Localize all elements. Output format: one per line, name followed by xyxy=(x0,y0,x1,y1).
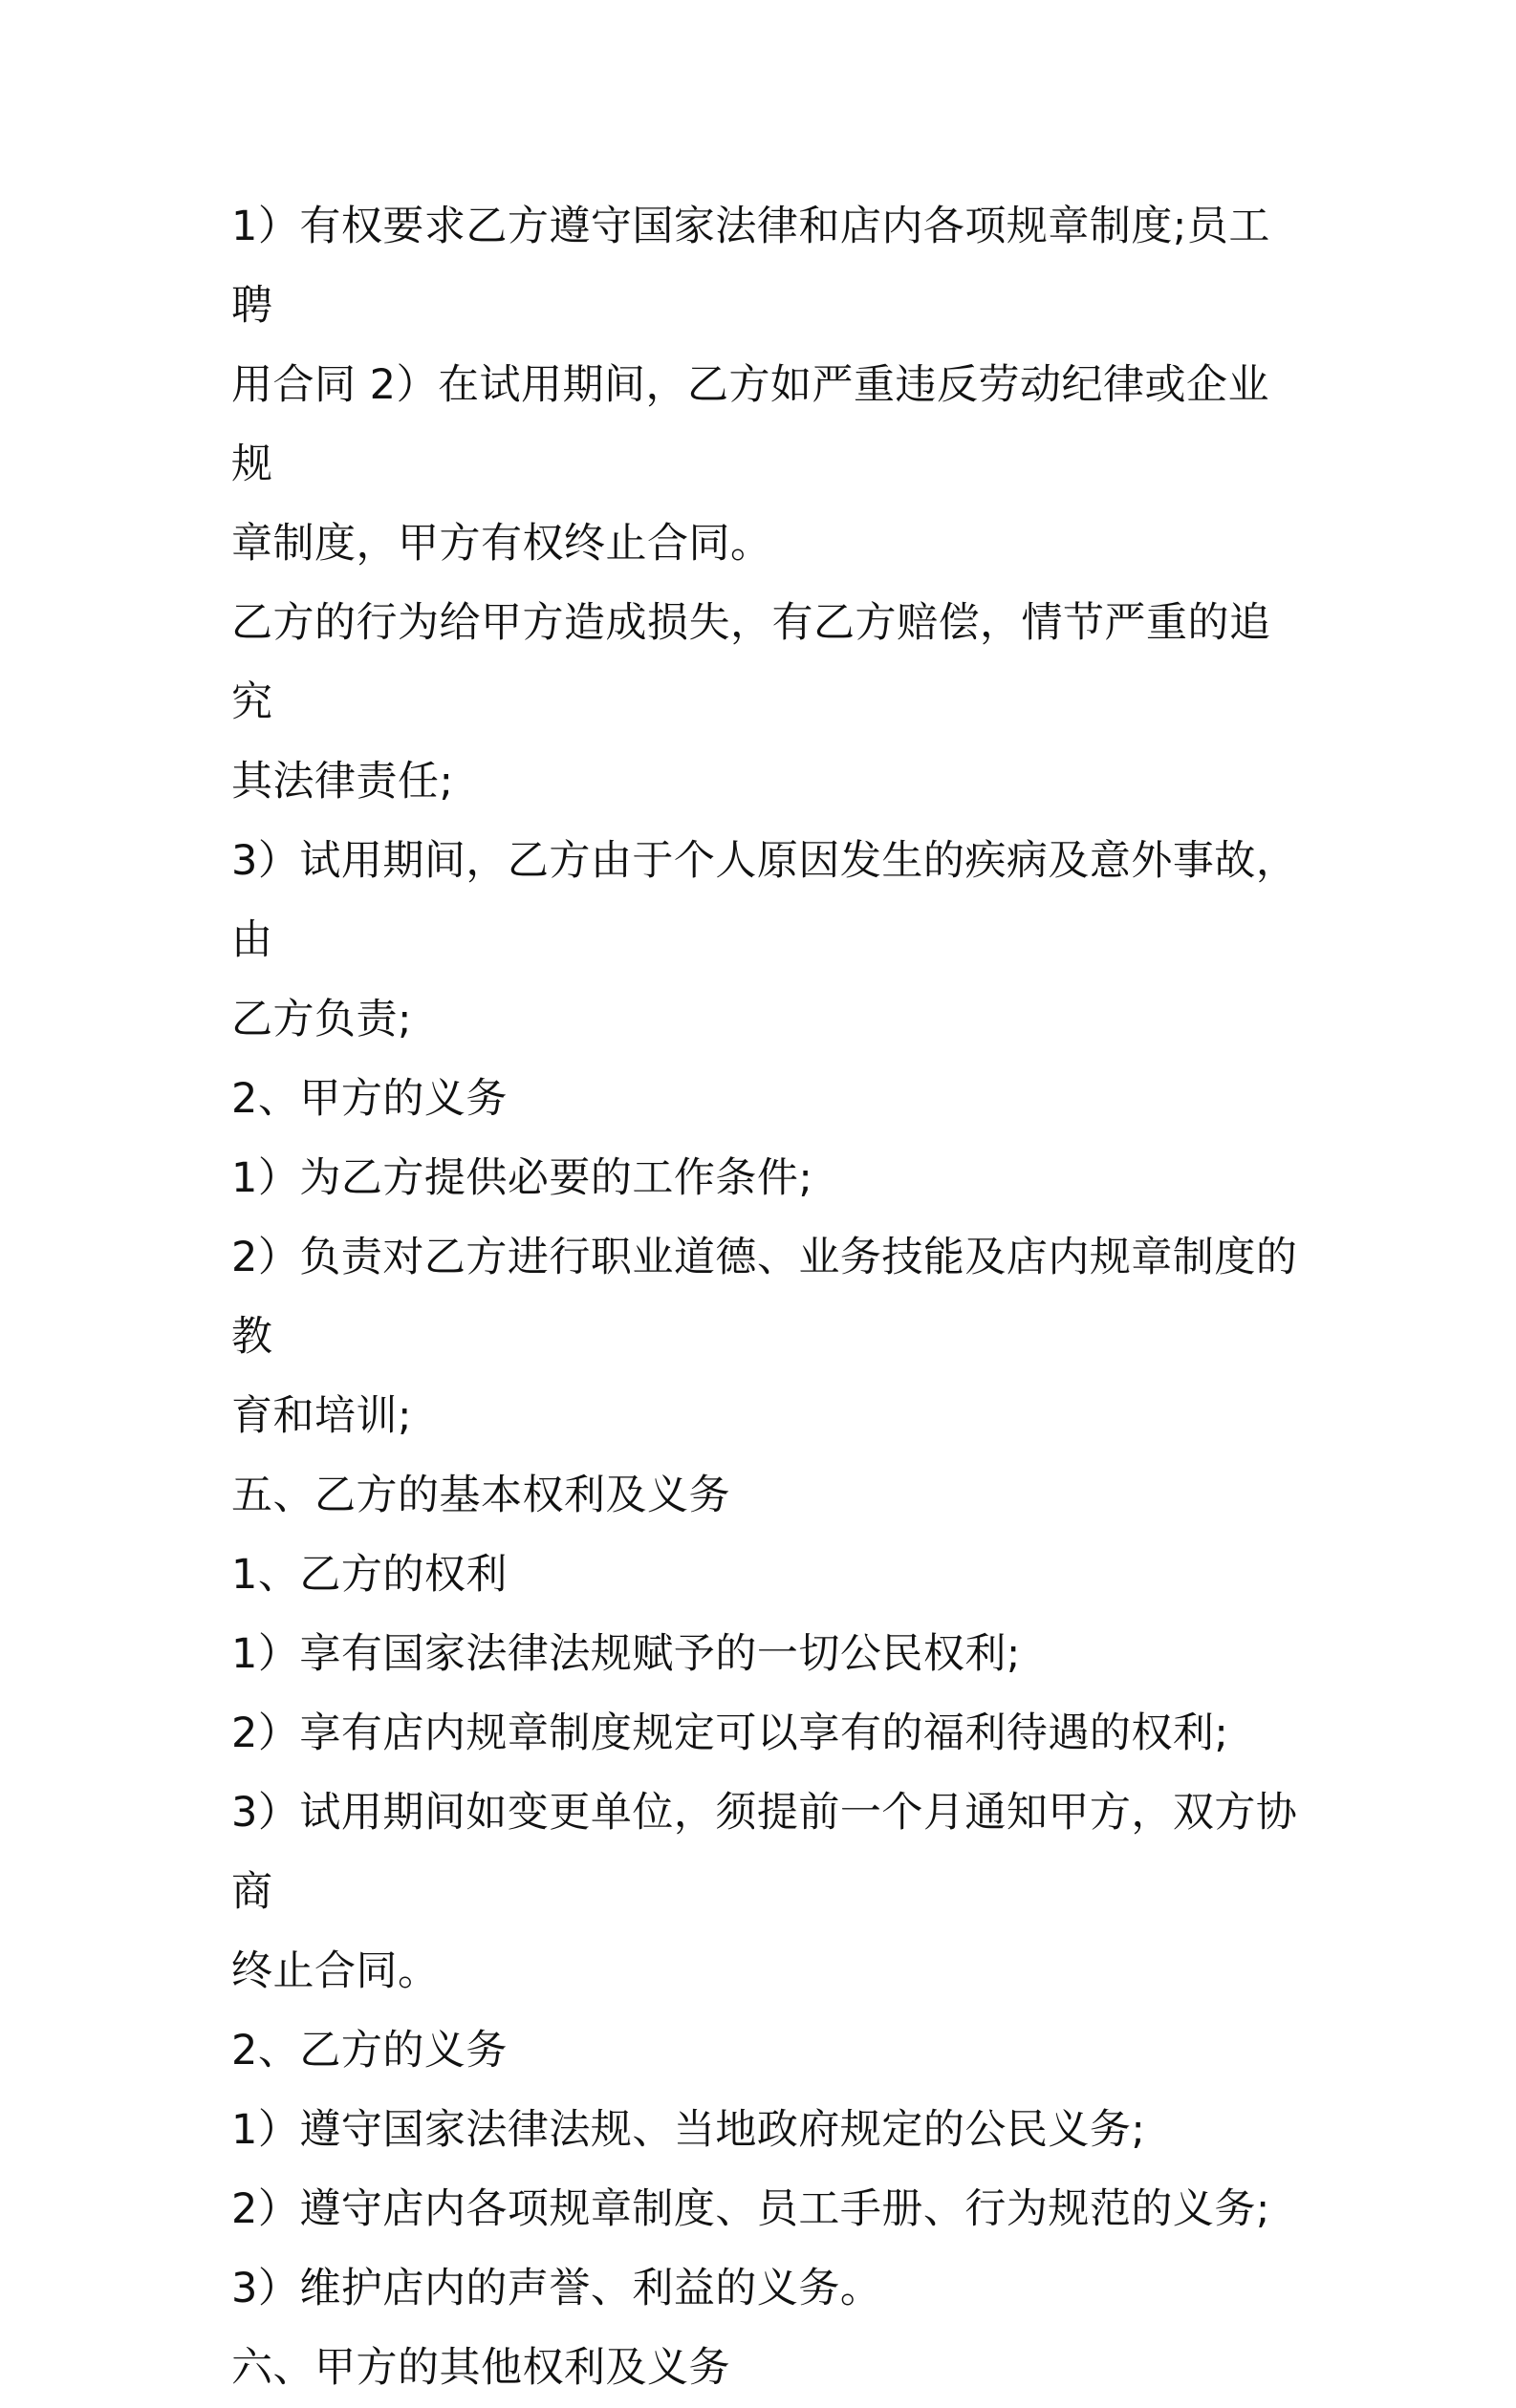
section-heading: 五、乙方的基本权利及义务 xyxy=(231,1472,730,1519)
contract-line: 1）享有国家法律法规赋予的一切公民权利; xyxy=(231,1630,1021,1678)
contract-line: 2）负责对乙方进行职业道德、业务技能及店内规章制度的教 xyxy=(231,1234,1298,1361)
contract-line: 3）试用期间如变更单位，须提前一个月通知甲方，双方协商 xyxy=(231,1789,1298,1916)
contract-line: 章制度，甲方有权终止合同。 xyxy=(231,520,772,568)
contract-line: 用合同 2）在试用期间，乙方如严重违反劳动纪律或企业规 xyxy=(231,361,1270,488)
contract-line: 2）享有店内规章制度规定可以享有的福利待遇的权利; xyxy=(231,1709,1229,1757)
contract-line: 乙方负责; xyxy=(231,996,412,1043)
contract-line: 2）遵守店内各项规章制度、员工手册、行为规范的义务; xyxy=(231,2185,1270,2233)
contract-line: 3）试用期间，乙方由于个人原因发生的疾病及意外事故，由 xyxy=(231,837,1298,964)
contract-line: 终止合同。 xyxy=(231,1947,440,1995)
contract-line: 乙方的行为给甲方造成损失，有乙方赔偿，情节严重的追究 xyxy=(231,599,1271,726)
contract-line: 1）有权要求乙方遵守国家法律和店内各项规章制度;员工聘 xyxy=(231,203,1270,330)
contract-line: 1）为乙方提供必要的工作条件; xyxy=(231,1154,813,1202)
section-heading: 六、甲方的其他权利及义务 xyxy=(231,2344,730,2392)
contract-line: 其法律责任; xyxy=(231,758,454,806)
section-heading: 1、乙方的权利 xyxy=(231,1551,508,1599)
contract-line: 1）遵守国家法律法规、当地政府规定的公民义务; xyxy=(231,2106,1146,2154)
contract-line: 育和培训; xyxy=(231,1392,412,1440)
contract-line: 3）维护店内的声誉、利益的义务。 xyxy=(231,2265,882,2312)
document-page xyxy=(231,187,1300,2408)
section-heading: 2、乙方的义务 xyxy=(231,2027,508,2075)
section-heading: 2、甲方的义务 xyxy=(231,1075,508,1123)
